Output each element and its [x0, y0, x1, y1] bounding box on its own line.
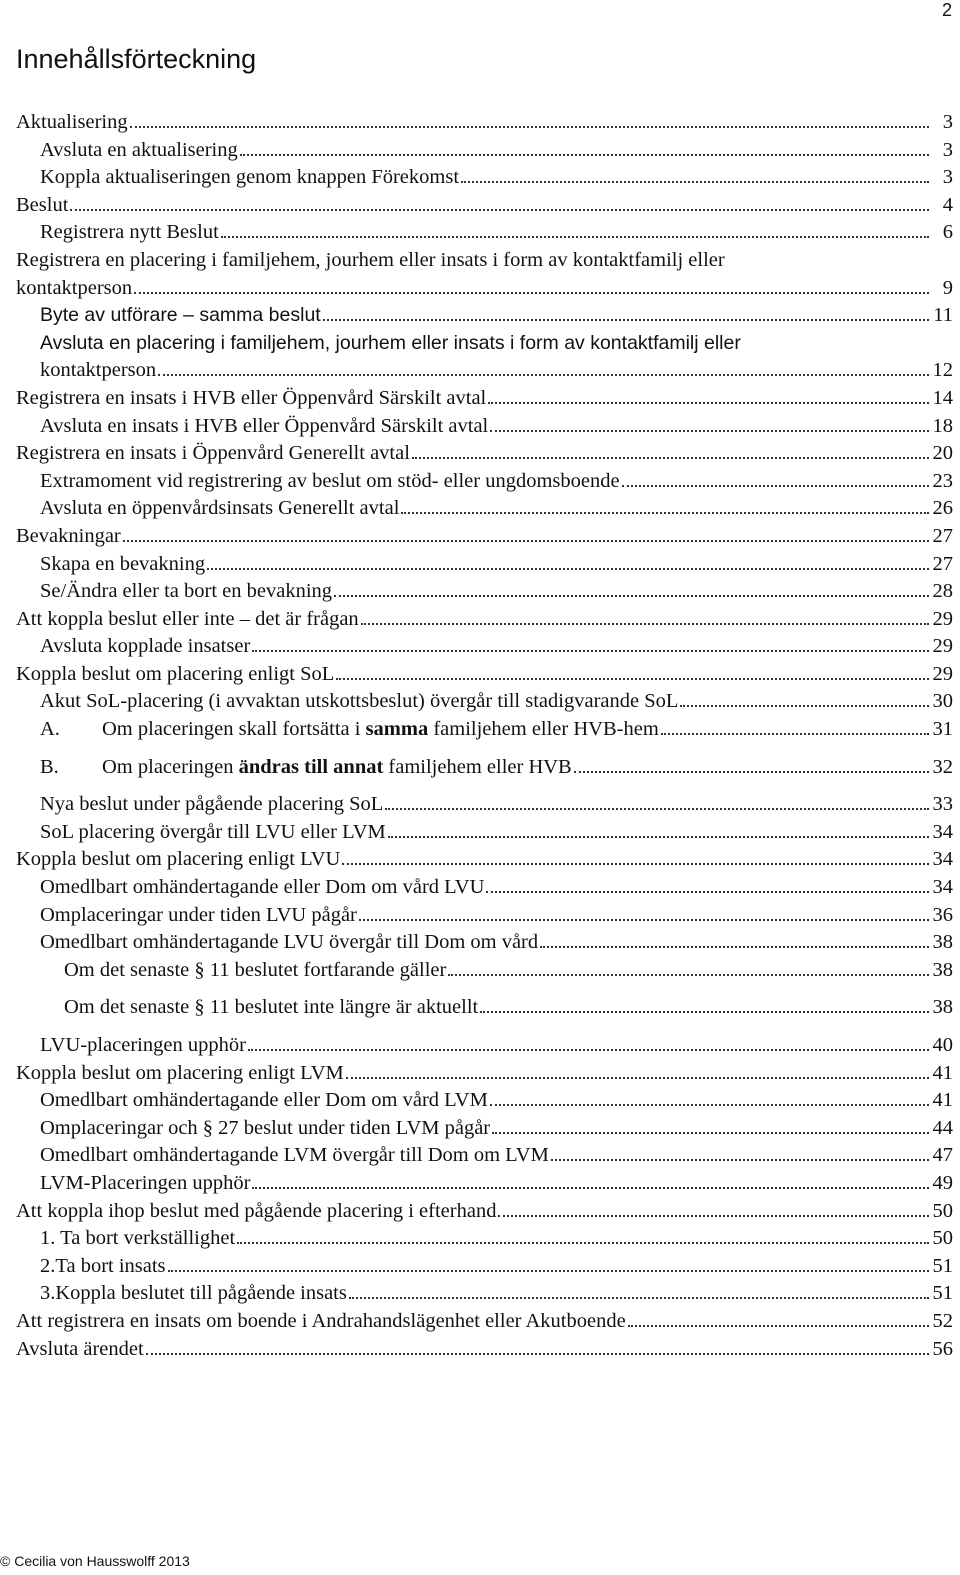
- toc-entry-text: Nya beslut under pågående placering SoL: [40, 793, 384, 816]
- toc-entry-text: Koppla beslut om placering enligt SoL: [16, 662, 335, 685]
- toc-entry-bevakningar[interactable]: [16, 523, 953, 551]
- toc-entry-att-koppla-beslut[interactable]: [16, 606, 953, 634]
- toc-entry-text-bold: samma: [365, 718, 429, 741]
- toc-leader-dots: [70, 209, 929, 211]
- toc-entry-registrera-insats-hvb[interactable]: [16, 385, 953, 413]
- toc-entry-text: Omedlbart omhändertagande eller Dom om vård LVM: [40, 1089, 488, 1112]
- toc-leader-dots: [574, 771, 929, 773]
- toc-entry-page: 18: [932, 414, 953, 437]
- toc-leader-dots: [490, 1104, 929, 1106]
- page-title: Innehållsförteckning: [16, 44, 257, 74]
- toc-leader-dots: [334, 595, 929, 597]
- toc-entry-text: Att koppla beslut eller inte – det är frågan: [16, 607, 359, 630]
- toc-entry-page: 4: [942, 193, 953, 216]
- toc-leader-dots: [388, 836, 929, 838]
- toc-entry-page: 36: [932, 903, 953, 926]
- page-number: 2: [941, 0, 952, 20]
- toc-entry-text-post: familjehem eller HVB: [383, 755, 572, 778]
- toc-entry-aktualisering[interactable]: [16, 109, 953, 137]
- toc-leader-dots: [248, 1049, 929, 1051]
- toc-entry-lvm-upphor[interactable]: [16, 1170, 953, 1198]
- toc-entry-text: Registrera en placering i familjehem, jourhem eller insats i form av kontaktfamilj eller: [16, 248, 725, 271]
- toc-leader-dots: [361, 623, 929, 625]
- toc-entry-koppla-beslut-lvu[interactable]: [16, 846, 953, 874]
- toc-entry-page: 26: [932, 497, 953, 520]
- toc-entry-letter: A.: [40, 718, 60, 741]
- toc-entry-sol-overgar-lvu-lvm[interactable]: [16, 819, 953, 847]
- toc-entry-text-pre: Om placeringen: [102, 755, 239, 778]
- toc-leader-dots: [342, 863, 929, 865]
- toc-entry-koppla-beslut-lvm[interactable]: [16, 1060, 953, 1088]
- toc-entry-text: Omedlbart omhändertagande eller Dom om vård LVU: [40, 876, 485, 899]
- toc-leader-dots: [498, 1215, 929, 1217]
- toc-entry-avsluta-oppenvardsinsats[interactable]: [16, 495, 953, 523]
- toc-entry-text: Registrera en insats i Öppenvård Generellt avtal: [16, 442, 410, 465]
- toc-entry-text: Avsluta ärendet: [16, 1337, 144, 1360]
- toc-entry-text: Att koppla ihop beslut med pågående placering i efterhand: [16, 1199, 497, 1222]
- toc-leader-dots: [346, 1077, 929, 1079]
- toc-leader-dots: [680, 705, 929, 707]
- toc-entry-registrera-insats-oppenvard[interactable]: [16, 440, 953, 468]
- toc-leader-dots: [252, 650, 929, 652]
- toc-entry-avsluta-placering[interactable]: [16, 330, 953, 385]
- toc-entry-registrera-nytt-beslut[interactable]: [16, 219, 953, 247]
- toc-entry-lvu-upphor[interactable]: [16, 1032, 953, 1060]
- toc-entry-page: 3: [942, 138, 953, 161]
- toc-entry-page: 49: [932, 1171, 953, 1194]
- toc-entry-text-continued: kontaktperson: [16, 276, 133, 299]
- toc-entry-paragraf-11-galler[interactable]: [16, 957, 953, 985]
- toc-entry-page: 41: [932, 1061, 953, 1084]
- toc-leader-dots: [252, 1187, 929, 1189]
- toc-entry-text: Se/Ändra eller ta bort en bevakning: [40, 580, 333, 603]
- toc-entry-page: 9: [942, 276, 953, 299]
- toc-entry-text: Beslut: [16, 193, 69, 216]
- toc-entry-text: 3.Koppla beslutet till pågående insats: [40, 1282, 347, 1305]
- toc-entry-byte-av-utforare[interactable]: [16, 302, 953, 330]
- toc-entry-page: 47: [932, 1144, 953, 1167]
- toc-entry-text: Akut SoL-placering (i avvaktan utskottsbeslut) övergår till stadigvarande SoL: [40, 690, 679, 713]
- toc-entry-page: 27: [932, 552, 953, 575]
- toc-entry-page: 20: [932, 442, 953, 465]
- toc-entry-text: Avsluta en öppenvårdsinsats Generellt avtal: [40, 497, 400, 520]
- toc-leader-dots: [158, 374, 929, 376]
- toc-entry-text: Om det senaste § 11 beslutet inte längre är aktuellt: [64, 996, 479, 1019]
- footer-copyright: © Cecilia von Hausswolff 2013: [0, 1553, 190, 1569]
- toc-leader-dots: [207, 568, 929, 570]
- toc-entry-lvu-overgar-dom[interactable]: [16, 929, 953, 957]
- toc-entry-text: Avsluta en insats i HVB eller Öppenvård Särskilt avtal: [40, 414, 489, 437]
- toc-entry-koppla-beslut-sol[interactable]: [16, 661, 953, 689]
- toc-entry-text-pre: Om placeringen skall fortsätta i: [102, 718, 366, 741]
- toc-leader-dots: [661, 733, 929, 735]
- toc-entry-text: LVM-Placeringen upphör: [40, 1171, 251, 1194]
- toc-entry-placering-samma[interactable]: [16, 716, 953, 744]
- toc-entry-text-continued: kontaktperson: [40, 359, 157, 382]
- toc-leader-dots: [134, 292, 929, 294]
- toc-entry-text-bold: ändras till annat: [238, 755, 384, 778]
- toc-entry-avsluta-aktualisering[interactable]: [16, 137, 953, 165]
- toc-entry-page: 38: [932, 996, 953, 1019]
- toc-leader-dots: [540, 946, 929, 948]
- toc-leader-dots: [385, 808, 929, 810]
- toc-entry-page: 56: [932, 1337, 953, 1360]
- toc-entry-avsluta-insats-hvb[interactable]: [16, 413, 953, 441]
- toc-leader-dots: [448, 974, 929, 976]
- toc-leader-dots: [240, 154, 929, 156]
- toc-entry-text: LVU-placeringen upphör: [40, 1034, 246, 1056]
- toc-entry-text: Registrera nytt Beslut: [40, 221, 219, 244]
- toc-entry-page: 11: [933, 304, 953, 327]
- toc-entry-omplaceringar-lvu[interactable]: [16, 902, 953, 930]
- toc-entry-page: 50: [932, 1199, 953, 1222]
- toc-leader-dots: [490, 430, 929, 432]
- toc-leader-dots: [480, 1011, 929, 1013]
- toc-leader-dots: [492, 1132, 929, 1134]
- table-of-contents: [16, 109, 953, 1363]
- toc-entry-page: 31: [932, 718, 953, 741]
- toc-entry-text: Koppla aktualiseringen genom knappen Förekomst: [40, 166, 460, 189]
- toc-entry-lvm-overgar-dom[interactable]: [16, 1142, 953, 1170]
- toc-entry-avsluta-kopplade-insatser[interactable]: [16, 633, 953, 661]
- toc-entry-text: Omplaceringar och § 27 beslut under tiden LVM pågår: [40, 1116, 491, 1139]
- toc-leader-dots: [551, 1159, 929, 1161]
- toc-entry-paragraf-11-ej-aktuellt[interactable]: [16, 994, 953, 1022]
- toc-entry-page: 52: [932, 1309, 953, 1332]
- toc-entry-text: [40, 754, 572, 782]
- toc-entry-page: 40: [932, 1034, 953, 1056]
- toc-entry-page: 34: [932, 820, 953, 843]
- toc-entry-page: 51: [932, 1282, 953, 1305]
- toc-entry-page: 33: [932, 793, 953, 816]
- toc-entry-omedlbart-dom-lvm[interactable]: [16, 1087, 953, 1115]
- toc-entry-page: 6: [942, 221, 953, 244]
- toc-entry-text: Avsluta en placering i familjehem, jourhem eller insats i form av kontaktfamilj eller: [40, 331, 741, 354]
- toc-entry-text: Omedlbart omhändertagande LVM övergår till Dom om LVM: [40, 1144, 549, 1167]
- toc-entry-page: 38: [932, 958, 953, 981]
- toc-entry-page: 27: [932, 524, 953, 547]
- toc-entry-page: 34: [932, 848, 953, 871]
- toc-entry-koppla-ihop-beslut[interactable]: [16, 1198, 953, 1226]
- toc-entry-text: Registrera en insats i HVB eller Öppenvård Särskilt avtal: [16, 386, 487, 409]
- toc-entry-page: 12: [932, 359, 953, 382]
- toc-entry-text: 1. Ta bort verkställighet: [40, 1227, 236, 1250]
- toc-entry-ta-bort-verkstallighet[interactable]: [16, 1225, 953, 1253]
- toc-entry-text: Aktualisering: [16, 111, 128, 133]
- toc-entry-avsluta-arendet[interactable]: [16, 1336, 953, 1364]
- toc-entry-omplaceringar-lvm[interactable]: [16, 1115, 953, 1143]
- toc-entry-page: 30: [932, 690, 953, 713]
- toc-entry-page: 3: [942, 166, 953, 189]
- toc-leader-dots: [237, 1242, 929, 1244]
- toc-entry-koppla-till-insats[interactable]: [16, 1280, 953, 1308]
- toc-leader-dots: [336, 678, 929, 680]
- toc-entry-page: 29: [932, 662, 953, 685]
- toc-entry-page: 29: [932, 607, 953, 630]
- toc-entry-text: Koppla beslut om placering enligt LVM: [16, 1061, 344, 1084]
- toc-entry-koppla-aktualiseringen[interactable]: [16, 164, 953, 192]
- toc-leader-dots: [168, 1270, 929, 1272]
- toc-entry-page: 44: [932, 1116, 953, 1139]
- toc-entry-akut-sol-placering[interactable]: [16, 688, 953, 716]
- toc-leader-dots: [622, 485, 929, 487]
- toc-entry-text: Att registrera en insats om boende i Andrahandslägenhet eller Akutboende: [16, 1309, 626, 1332]
- toc-entry-text: Avsluta en aktualisering: [40, 138, 238, 161]
- toc-leader-dots: [461, 181, 929, 183]
- toc-leader-dots: [359, 919, 929, 921]
- toc-entry-text: [40, 716, 659, 744]
- toc-leader-dots: [412, 457, 929, 459]
- toc-entry-page: 50: [932, 1227, 953, 1250]
- toc-entry-text: 2.Ta bort insats: [40, 1254, 166, 1277]
- toc-entry-omedlbart-dom-lvu[interactable]: [16, 874, 953, 902]
- toc-entry-text-post: familjehem eller HVB-hem: [428, 718, 659, 741]
- toc-entry-page: 29: [932, 635, 953, 658]
- toc-entry-text: Omplaceringar under tiden LVU pågår: [40, 903, 357, 926]
- toc-entry-page: 51: [932, 1254, 953, 1277]
- toc-leader-dots: [123, 540, 929, 542]
- toc-entry-text: Omedlbart omhändertagande LVU övergår till Dom om vård: [40, 931, 539, 954]
- toc-entry-text: Koppla beslut om placering enligt LVU: [16, 848, 341, 871]
- toc-entry-andrahandslagenhet[interactable]: [16, 1308, 953, 1336]
- toc-entry-text: Avsluta kopplade insatser: [40, 635, 251, 658]
- toc-entry-nya-beslut-sol[interactable]: [16, 791, 953, 819]
- toc-leader-dots: [221, 236, 929, 238]
- toc-leader-dots: [401, 512, 929, 514]
- toc-leader-dots: [486, 891, 929, 893]
- toc-leader-dots: [146, 1353, 929, 1355]
- toc-entry-ta-bort-insats[interactable]: [16, 1253, 953, 1281]
- toc-entry-page: 38: [932, 931, 953, 954]
- toc-entry-page: 34: [932, 876, 953, 899]
- toc-entry-andra-bevakning[interactable]: [16, 578, 953, 606]
- toc-entry-letter: B.: [40, 755, 59, 778]
- toc-entry-text: Extramoment vid registrering av beslut om stöd- eller ungdomsboende: [40, 469, 620, 492]
- toc-leader-dots: [488, 402, 929, 404]
- toc-entry-extramoment[interactable]: [16, 468, 953, 496]
- toc-entry-text: SoL placering övergår till LVU eller LVM: [40, 820, 386, 843]
- toc-leader-dots: [323, 319, 929, 321]
- toc-entry-page: 41: [932, 1089, 953, 1112]
- toc-entry-text: Byte av utförare – samma beslut: [40, 304, 321, 327]
- toc-entry-skapa-bevakning[interactable]: [16, 551, 953, 579]
- toc-entry-page: 23: [932, 469, 953, 492]
- toc-leader-dots: [349, 1297, 929, 1299]
- toc-leader-dots: [130, 126, 929, 128]
- toc-entry-page: 14: [932, 386, 953, 409]
- toc-entry-page: 28: [932, 580, 953, 603]
- toc-entry-text: Bevakningar: [16, 524, 121, 547]
- toc-leader-dots: [628, 1325, 929, 1327]
- toc-entry-page: 3: [942, 111, 953, 133]
- toc-entry-text: Skapa en bevakning: [40, 552, 206, 575]
- toc-entry-placering-andras[interactable]: [16, 754, 953, 782]
- toc-entry-text: Om det senaste § 11 beslutet fortfarande gäller: [64, 958, 447, 981]
- toc-entry-registrera-placering[interactable]: [16, 247, 953, 302]
- toc-entry-beslut[interactable]: [16, 192, 953, 220]
- toc-entry-page: 32: [932, 755, 953, 778]
